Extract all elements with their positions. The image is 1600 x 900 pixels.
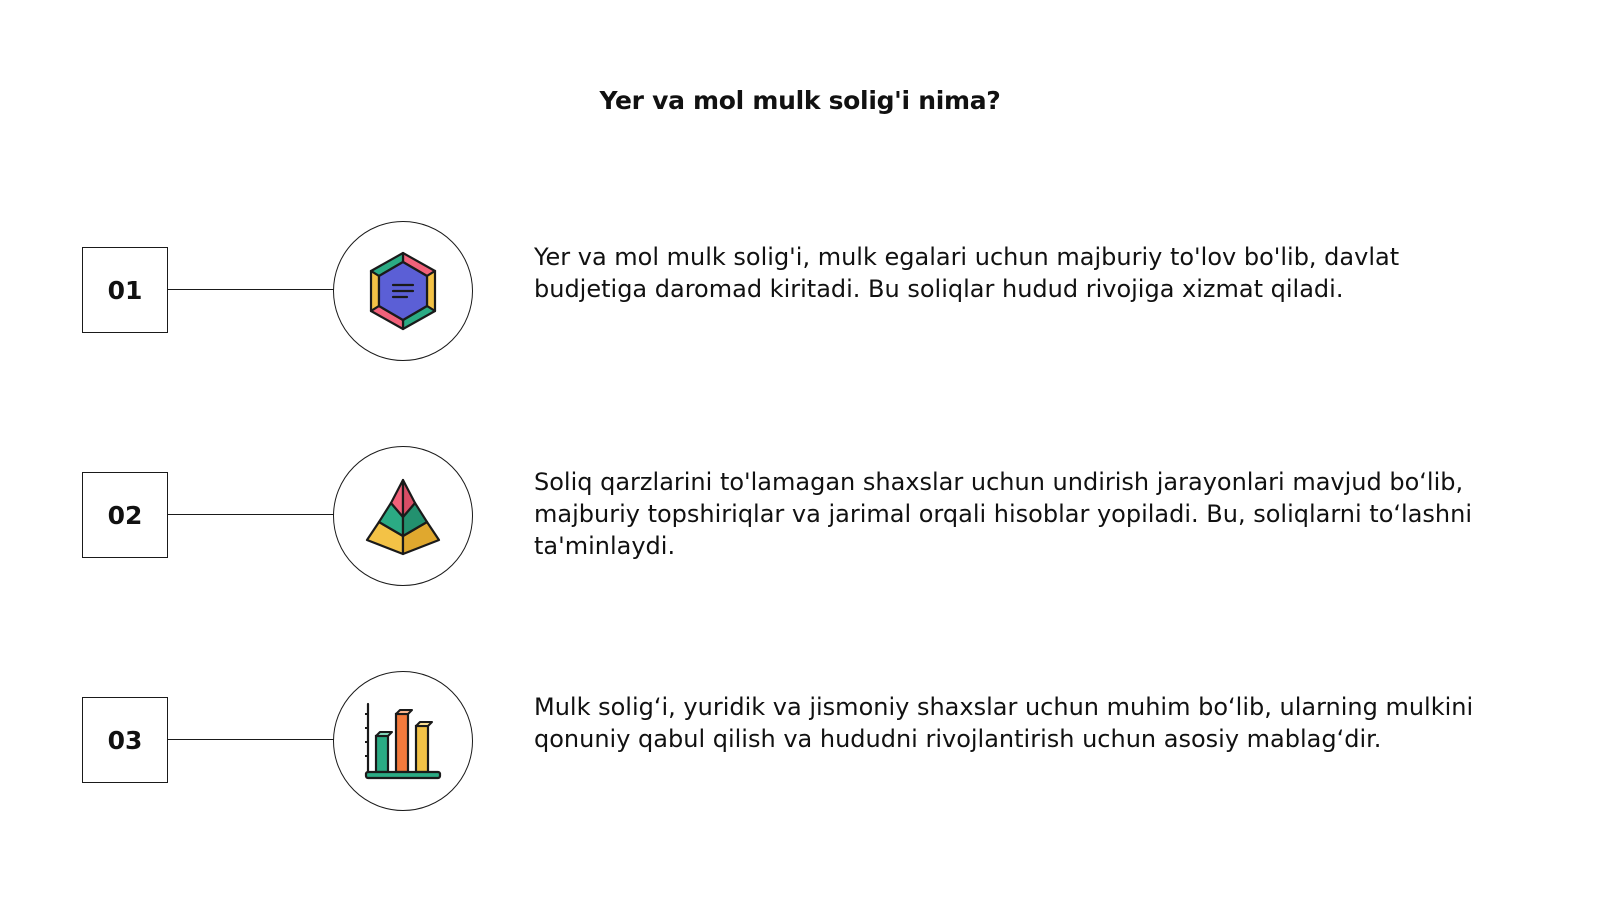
- connector-line: [168, 289, 334, 290]
- list-item: [0, 221, 1600, 361]
- bar-chart-icon: [362, 700, 444, 782]
- pyramid-icon: [363, 476, 443, 556]
- hexagon-document-icon: [365, 250, 441, 332]
- connector-line: [168, 514, 334, 515]
- item-number: 03: [82, 697, 168, 783]
- item-number: 01: [82, 247, 168, 333]
- icon-circle: [333, 446, 473, 586]
- icon-circle: [333, 671, 473, 811]
- connector-line: [168, 739, 334, 740]
- icon-circle: [333, 221, 473, 361]
- item-description: Mulk solig‘i, yuridik va jismoniy shaxslar uchun muhim bo‘lib, ularning mulkini qonuniy qabul qilish va hududni rivojlantirish uchun asosiy mablag‘dir.: [534, 693, 1474, 753]
- list-item: [0, 671, 1600, 811]
- slide-title: Yer va mol mulk solig'i nima?: [599, 86, 1001, 115]
- list-item: [0, 446, 1600, 586]
- item-number: 02: [82, 472, 168, 558]
- item-description: Soliq qarzlarini to'lamagan shaxslar uchun undirish jarayonlari mavjud bo‘lib, majburiy topshiriqlar va jarimal orqali hisoblar yopiladi. Bu, soliqlarni to‘lashni ta'minlaydi.: [534, 468, 1472, 560]
- item-description: Yer va mol mulk solig'i, mulk egalari uchun majburiy to'lov bo'lib, davlat budjetiga daromad kiritadi. Bu soliqlar hudud rivojiga xizmat qiladi.: [534, 243, 1400, 303]
